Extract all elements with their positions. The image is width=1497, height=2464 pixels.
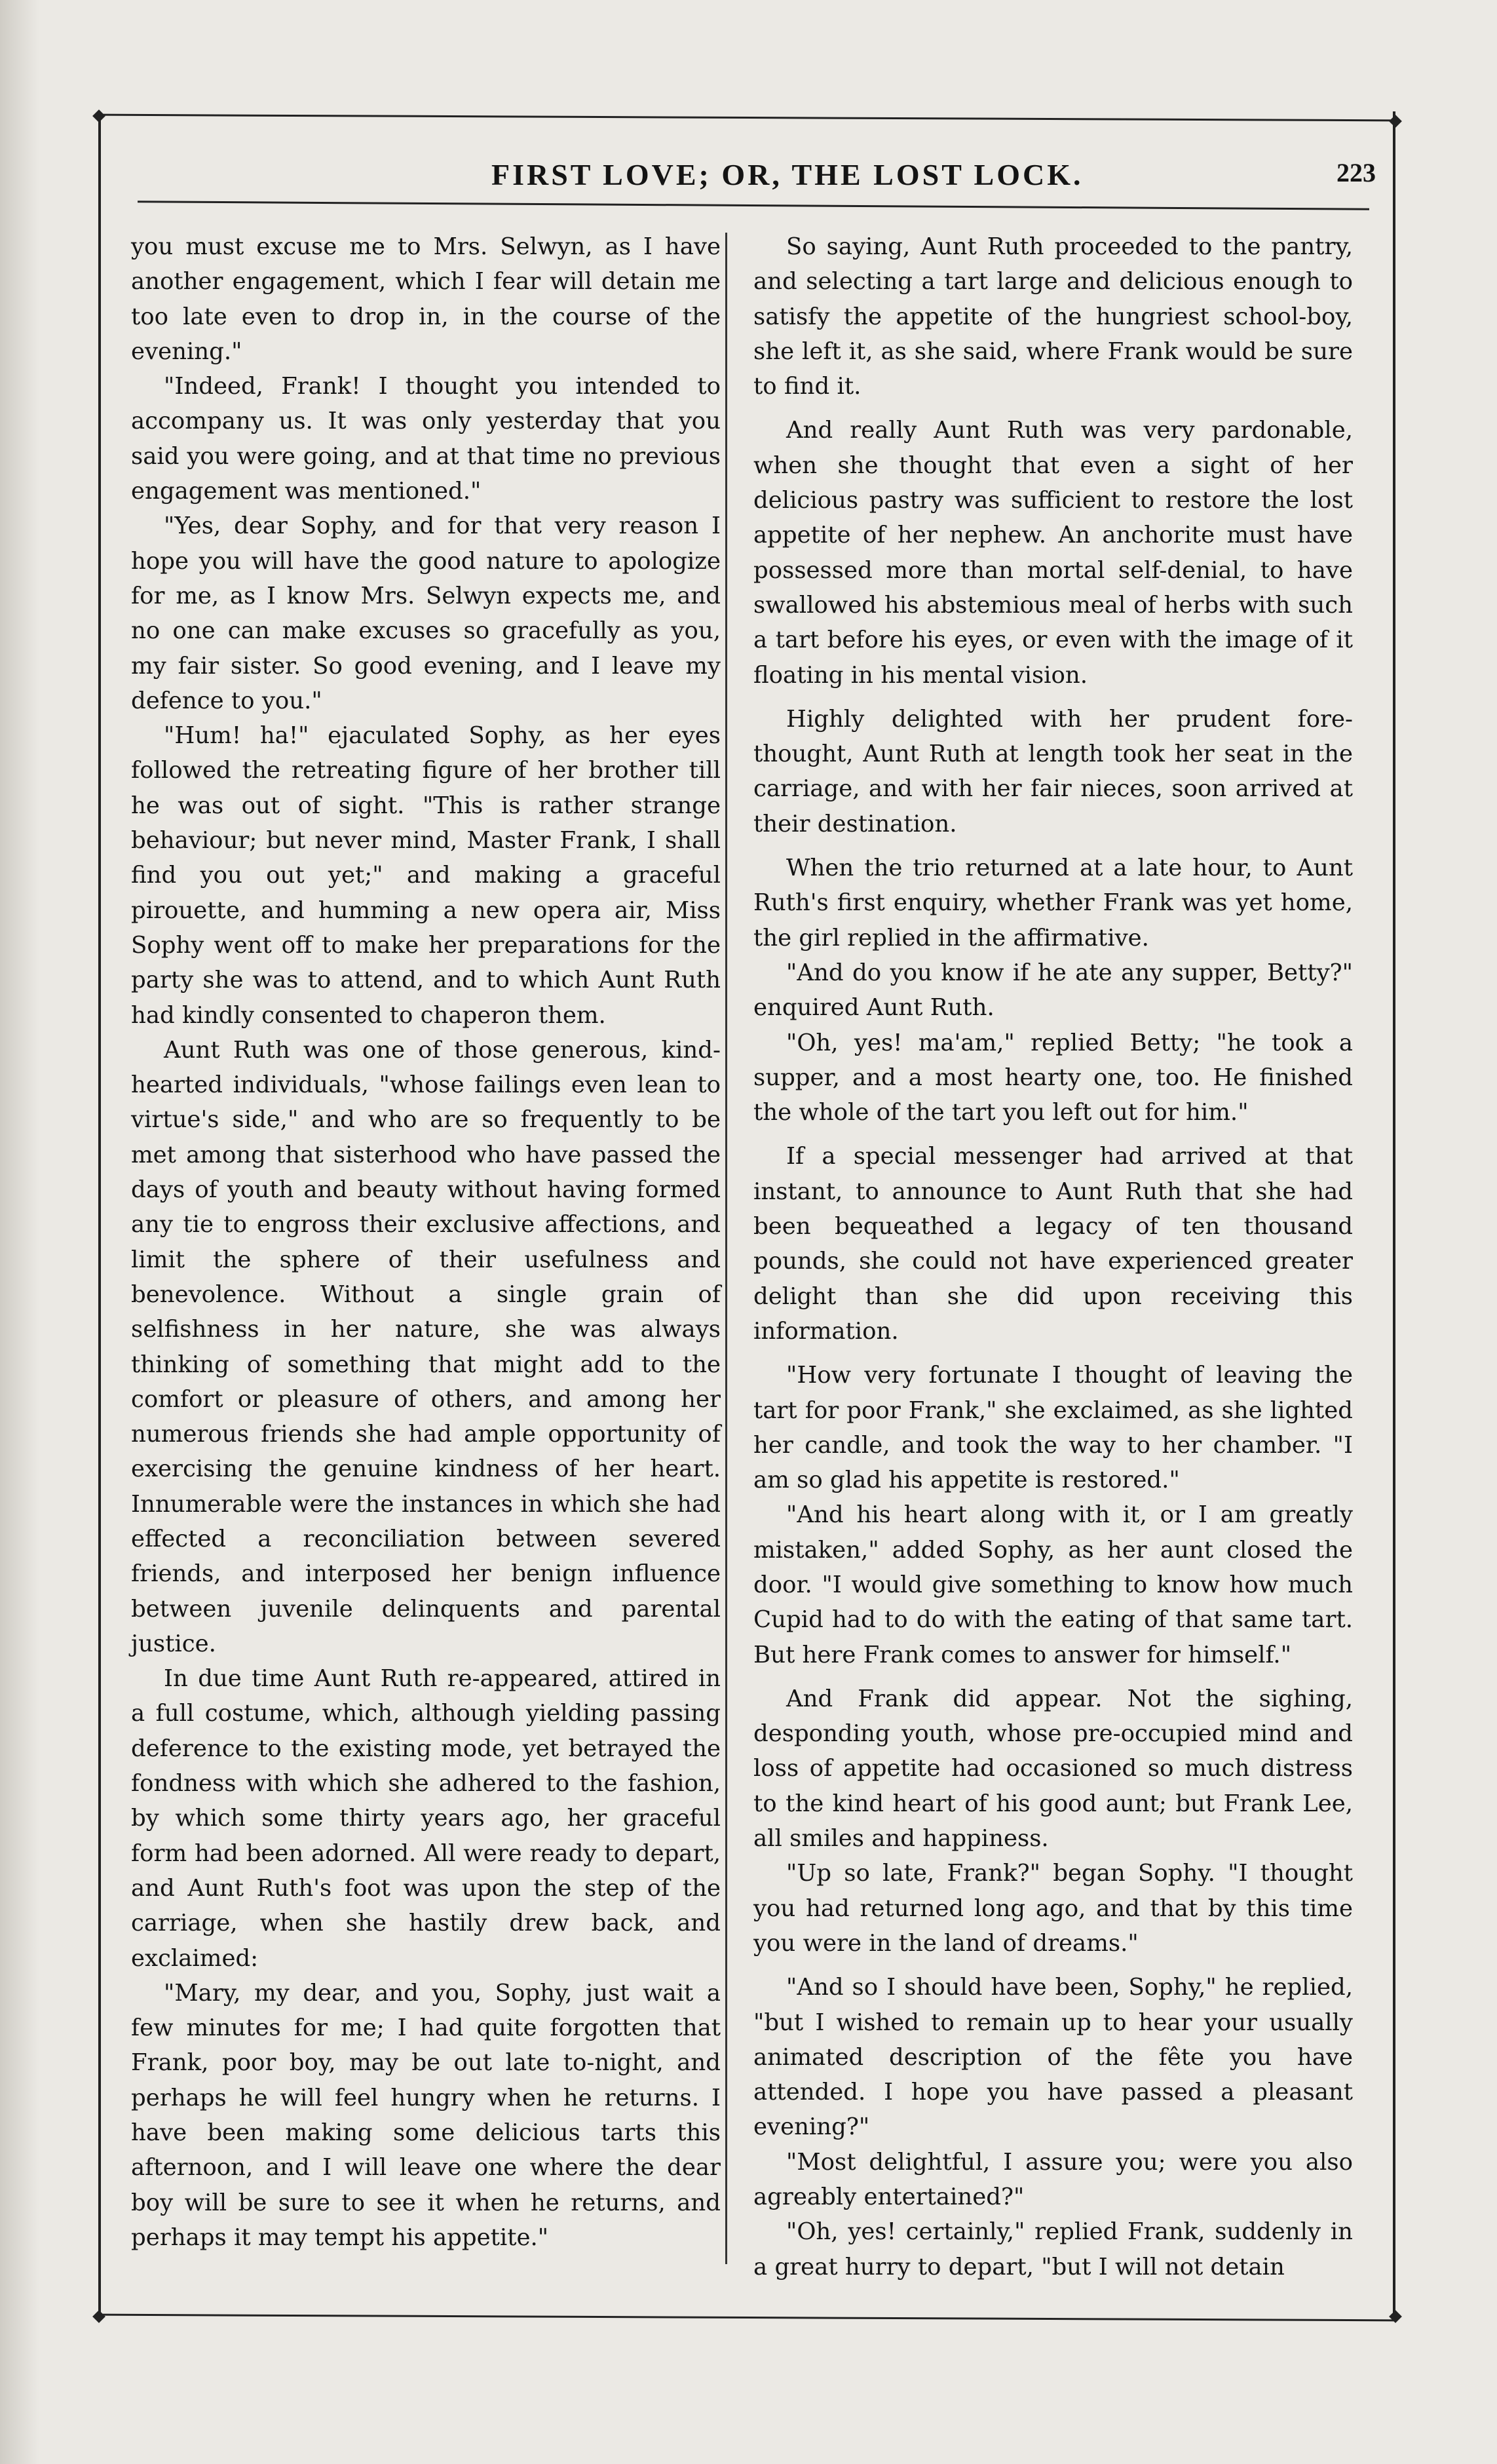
paragraph: When the trio returned at a late hour, to Aunt Ruth's first enquiry, whether Frank was yet home, the girl replied in the affirmative.	[753, 855, 1353, 952]
paragraph: "Mary, my dear, and you, Sophy, just wait a few minutes for me; I had quite forgotten that Frank, poor boy, may be out late to-night, and perhaps he will feel hungry when he returns. I have been making some delicious tarts this afternoon, and I will leave one where the dear boy will be sure to see it when he returns, and perhaps it may tempt his appetite."	[131, 1979, 721, 2251]
running-header	[216, 157, 1395, 203]
paragraph: "How very fortunate I thought of leaving the tart for poor Frank," she exclaimed, as she lighted her candle, and took the way to her chamber. "I am so glad his appetite is restored."	[753, 1362, 1353, 1494]
paragraph: "And do you know if he ate any supper, Betty?" enquired Aunt Ruth.	[753, 959, 1353, 1022]
page-edge-shadow	[0, 0, 39, 2464]
right-column	[753, 229, 1353, 2284]
paragraph: If a special messenger had arrived at that instant, to announce to Aunt Ruth that she had been bequeathed a legacy of ten thousand pounds, she could not have experienced greater delight than she did upon receiving this information.	[753, 1143, 1353, 1345]
paragraph: Aunt Ruth was one of those generous, kind-hearted individuals, "whose failings even lean to virtue's side," and who are so frequently to be met among that sisterhood who have passed the days of youth and beauty without having formed any tie to engross their exclusive affections, and limit the sphere of their usefulness and benevolence. Without a single grain of selfishness in her nature, she was always thinking of something that might add to the comfort or pleasure of others, and among her numerous friends she had ample opportunity of exercising the genuine kindness of her heart. Innumerable were the instances in which she had effected a reconciliation between severed friends, and interposed her benign influence between juvenile delinquents and parental justice.	[131, 1036, 721, 1657]
paragraph: "Hum! ha!" ejaculated Sophy, as her eyes followed the retreating figure of her brother till he was out of sight. "This is rather strange behaviour; but never mind, Master Frank, I shall find you out yet;" and making a graceful pirouette, and humming a new opera air, Miss Sophy went off to make her preparations for the party she was to attend, and to which Aunt Ruth had kindly consented to chaperon them.	[131, 722, 721, 1029]
column-divider	[725, 233, 727, 2264]
paragraph: "And so I should have been, Sophy," he replied, "but I wished to remain up to hear your usually animated description of the fête you have attended. I hope you have passed a pleasant evening?"	[753, 1974, 1353, 2141]
paragraph: "Oh, yes! ma'am," replied Betty; "he took a supper, and a most hearty one, too. He finished the whole of the tart you left out for him."	[753, 1029, 1353, 1126]
paragraph: "Indeed, Frank! I thought you intended to accompany us. It was only yesterday that you said you were going, and at that time no previous engagement was mentioned."	[131, 373, 721, 505]
paragraph: "Oh, yes! certainly," replied Frank, suddenly in a great hurry to depart, "but I will not detain	[753, 2218, 1353, 2281]
paragraph: "Most delightful, I assure you; were you also agreably entertained?"	[753, 2148, 1353, 2211]
paragraph: "Up so late, Frank?" began Sophy. "I thought you had returned long ago, and that by this time you were in the land of dreams."	[753, 1860, 1353, 1957]
paragraph: And really Aunt Ruth was very pardonable, when she thought that even a sight of her delicious pastry was sufficient to restore the lost appetite of her nephew. An anchorite must have possessed more than mortal self-denial, to have swallowed his abstemious meal of herbs with such a tart before his eyes, or even with the image of it floating in his mental vision.	[753, 417, 1353, 689]
left-column	[131, 229, 721, 2255]
paragraph: So saying, Aunt Ruth proceeded to the pantry, and selecting a tart large and delicious enough to satisfy the appetite of the hungriest school-boy, she left it, as she said, where Frank would be sure to find it.	[753, 233, 1353, 400]
page-number: 223	[1336, 158, 1376, 187]
paragraph: you must excuse me to Mrs. Selwyn, as I have another engagement, which I fear will detain me too late even to drop in, in the course of the evening."	[131, 233, 721, 365]
paragraph: And Frank did appear. Not the sighing, desponding youth, whose pre-occupied mind and loss of appetite had occasioned so much distress to the kind heart of his good aunt; but Frank Lee, all smiles and happiness.	[753, 1685, 1353, 1853]
paragraph: In due time Aunt Ruth re-appeared, attired in a full costume, which, although yielding passing deference to the existing mode, yet betrayed the fondness with which she adhered to the fashion, by which some thirty years ago, her graceful form had been adorned. All were ready to depart, and Aunt Ruth's foot was upon the step of the carriage, when she hastily drew back, and exclaimed:	[131, 1665, 721, 1972]
running-title: FIRST LOVE; OR, THE LOST LOCK.	[491, 158, 1084, 191]
paragraph: "Yes, dear Sophy, and for that very reason I hope you will have the good nature to apologize for me, as I know Mrs. Selwyn expects me, and no one can make excuses so gracefully as you, my fair sister. So good evening, and I leave my defence to you."	[131, 512, 721, 714]
paragraph: "And his heart along with it, or I am greatly mistaken," added Sophy, as her aunt closed the door. "I would give something to know how much Cupid had to do with the eating of that same tart. But here Frank comes to answer for himself."	[753, 1501, 1353, 1668]
paragraph: Highly delighted with her prudent fore-thought, Aunt Ruth at length took her seat in the carriage, and with her fair nieces, soon arrived at their destination.	[753, 705, 1353, 837]
